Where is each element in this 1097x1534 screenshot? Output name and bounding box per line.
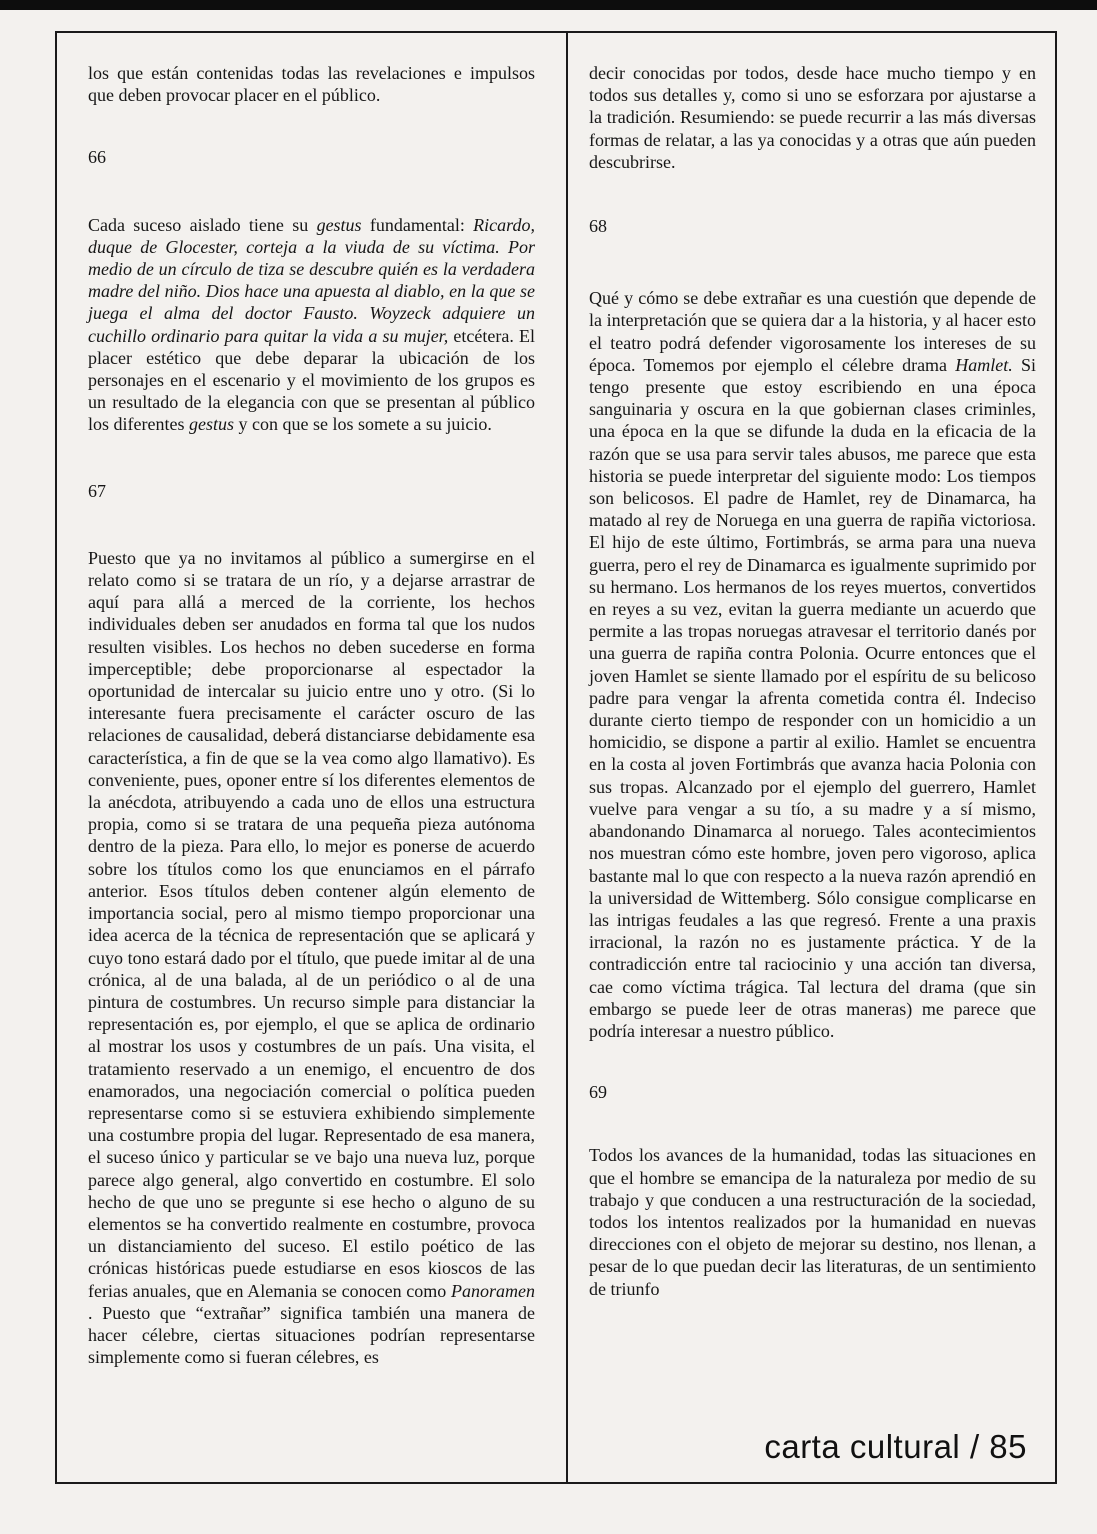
left-column <box>88 62 535 1368</box>
publication-name: carta cultural <box>764 1428 961 1465</box>
section-66-text-3: etcétera. El placer estético que debe deparar la ubicación de los personajes en el escenario y el movimiento de los grupos es un resultado de la elegancia con que se presentan al público los diferentes <box>88 325 535 435</box>
section-66-italic-examples: Ricardo, duque de Glocester, corteja a la viuda de su víctima. Por medio de un círculo de tiza se descubre quién es la verdadera madre del niño. Dios hace una apuesta al diablo, en la que se juega el alma del doctor Fausto. Woyzeck adquiere un cuchillo ordinario para quitar la vida a su mujer, <box>88 214 535 346</box>
page-footer <box>764 1428 1027 1466</box>
section-number-67: 67 <box>88 480 106 501</box>
section-66-text-1: Cada suceso aislado tiene su <box>88 214 317 235</box>
section-number-68: 68 <box>589 216 607 237</box>
section-number-66: 66 <box>88 147 106 168</box>
section-66-text-4: y con que se los somete a su juicio. <box>233 414 492 435</box>
right-intro-paragraph: decir conocidas por todos, desde hace mucho tiempo y en todos sus detalles y, como si uno se esforzara por ajustarse a la tradición. Resumiendo: se puede recurrir a las más diversas formas de relatar, a las ya conocidas y a otras que aún pueden descubrirse. <box>589 63 1036 172</box>
page-number: 85 <box>989 1428 1027 1465</box>
section-67-text-1: Puesto que ya no invitamos al público a sumergirse en el relato como si se tratara de un río, y a dejarse arrastrar de aquí para allá a merced de la corriente, los hechos individuales deben ser anudados en forma tal que los nudos resulten visibles. Los hechos no deben sucederse en forma imperceptible; debe proporcionarse al espectador la oportunidad de intercalar su juicio entre uno y otro. (Si lo interesante fuera precisamente el carácter oscuro de las relaciones de causalidad, deberá distanciarse debidamente esa característica, a fin de que se la vea como algo llamativo). Es conveniente, pues, oponer entre sí los diferentes elementos de la anécdota, atribuyendo a cada uno de ellos una estructura propia, como si se tratara de una pequeña pieza autónoma dentro de la pieza. Para ello, lo mejor es ponerse de acuerdo sobre los títulos como los que enunciamos en el párrafo anterior. Esos títulos deben contener algún elemento de importancia social, pero al mismo tiempo proporcionar una idea acerca de la técnica de representación que se aplicará y cuyo tono estará dado por el título, que puede imitar al de una crónica, al de una balada, al de un periódico o al de una pintura de costumbres. Un recurso simple para distanciar la representación es, por ejemplo, el que se aplica de ordinario al mostrar los usos y costumbres de un país. Una visita, el tratamiento reservado a un enemigo, el encuentro de dos enamorados, una negociación comercial o política pueden representarse como si se estuviera exhibiendo simplemente una costumbre propia del lugar. Representado de esa manera, el suceso único y particular se ve bajo una nueva luz, porque parece algo general, algo convertido en costumbre. El solo hecho de que uno se pregunte si ese hecho o alguno de su elementos se ha convertido realmente en costumbre, provoca un distanciamiento del suceso. El estilo poético de las crónicas históricas puede estudiarse en esos kioscos de las ferias anuales, que en Alemania se conocen como <box>88 547 535 1301</box>
section-number-69: 69 <box>589 1082 607 1103</box>
section-66-paragraph <box>88 214 535 436</box>
column-divider <box>566 31 568 1484</box>
section-68-hamlet-title: Hamlet. <box>955 354 1013 375</box>
section-66-gestus-2: gestus <box>188 414 234 435</box>
section-66-gestus-1: gestus <box>316 214 362 235</box>
section-66-text-2: fundamental: <box>361 214 474 235</box>
right-column <box>589 62 1036 1300</box>
top-edge-bar <box>0 0 1097 10</box>
section-67-panoramen: Panoramen <box>451 1280 535 1301</box>
section-69-paragraph: Todos los avances de la humanidad, todas las situaciones en que el hombre se emancipa de la naturaleza por medio de su trabajo y que conducen a una restructuración de la sociedad, todos los intentos realizados por la humanidad en nuevas direcciones con el objeto de mejorar su destino, nos llenan, a pesar de lo que puedan decir las literaturas, de un sentimiento de triunfo <box>589 1145 1036 1299</box>
footer-separator: / <box>969 1428 980 1465</box>
section-67-text-2: . Puesto que “extrañar” significa también una manera de hacer célebre, ciertas situaciones podrían representarse simplemente como si fueran célebres, es <box>88 1302 535 1368</box>
section-68-text-2: Si tengo presente que estoy escribiendo en una época sanguinaria y oscura en la que gobiernan clases criminles, una época en la que se difunde la duda en la eficacia de la razón que se usa para servir tales abusos, me parece que esta historia se puede interpretar del siguiente modo: Los tiempos son belicosos. El padre de Hamlet, rey de Dinamarca, ha matado al rey de Noruega en una guerra de rapiña victoriosa. El hijo de este último, Fortimbrás, se arma para una nueva guerra, pero el rey de Dinamarca es igualmente suprimido por su hermano. Los hermanos de los reyes muertos, convertidos en reyes a su vez, evitan la guerra mediante un acuerdo que permite a las tropas noruegas atravesar el territorio danés por una guerra de rapiña contra Polonia. Ocurre entonces que el joven Hamlet se siente llamado por el espíritu de su belicoso padre para vengar la afrenta cometida contra él. Indeciso durante cierto tiempo de responder con un homicidio a un homicidio, se dispone a partir al exilio. Hamlet se encuentra en la costa al joven Fortimbrás que avanza hacia Polonia con sus tropas. Alcanzado por el ejemplo del guerrero, Hamlet vuelve para vengar a su tío, a su madre y a sí mismo, abandonando Dinamarca al noruego. Tales acontecimientos nos muestran cómo este hombre, joven pero vigoroso, aplica bastante mal lo que con respecto a la nueva razón aprendió en la universidad de Wittemberg. Sólo consigue complicarse en las intrigas feudales a las que regresó. Frente a una praxis irracional, la razón no es justamente práctica. Y de la contradicción entre tal raciocinio y una acción tan diversa, cae como víctima trágica. Tal lectura del drama (que sin embargo se puede leer de otras maneras) me parece que podría interesar a nuestro público. <box>589 354 1036 1041</box>
left-intro-paragraph: los que están contenidas todas las revelaciones e impulsos que deben provocar placer en el público. <box>88 63 535 106</box>
section-68-paragraph <box>589 287 1036 1042</box>
section-68-text-1: Qué y cómo se debe extrañar es una cuestión que depende de la interpretación que se quiera dar a la historia, y al hacer esto el teatro podrá defender vigorosamente los intereses de su época. Tomemos por ejemplo el célebre drama <box>589 288 1036 375</box>
section-67-paragraph <box>88 547 535 1369</box>
